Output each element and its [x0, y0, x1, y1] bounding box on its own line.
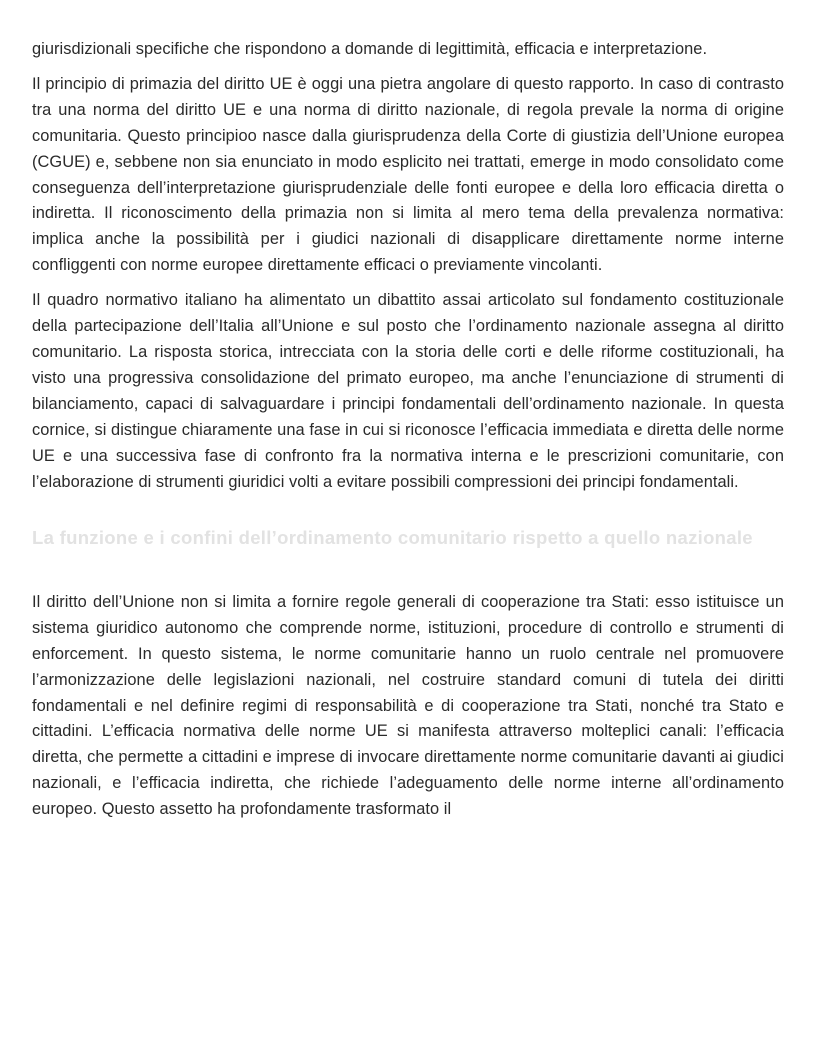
body-paragraph: Il principio di primazia del diritto UE è oggi una pietra angolare di questo rapporto. In caso di contrasto tra una norma del diritto UE e una norma di diritto nazionale, di regola prevale la norma di origine comunitaria. Questo principioo nasce dalla giurisprudenza della Corte di giustizia dell’Unione europea (CGUE) e, sebbene non sia enunciato in modo esplicito nei trattati, emerge in modo consolidato come conseguenza dell’interpretazione giurisprudenziale delle fonti europee e della loro efficacia diretta o indiretta. Il riconoscimento della primazia non si limita al mero tema della prevalenza normativa: implica anche la possibilità per i giudici nazionali di disapplicare direttamente norme interne confliggenti con norme europee direttamente efficaci o previamente vincolanti. [32, 74, 784, 275]
body-paragraph: Il quadro normativo italiano ha alimentato un dibattito assai articolato sul fondamento costituzionale della partecipazione dell’Italia all’Unione e sul posto che l’ordinamento nazionale assegna al diritto comunitario. La risposta storica, intrecciata con la storia delle corti e delle riforme costituzionali, ha visto una progressiva consolidazione del primato europeo, ma anche l’enunciazione di strumenti di bilanciamento, capaci di salvaguardare i principi fondamentali dell’ordinamento nazionale. In questa cornice, si distingue chiaramente una fase in cui si riconosce l’efficacia immediata e diretta delle norme UE e una successiva fase di confronto fra la normativa interna e le prescrizioni comunitarie, con l’elaborazione di strumenti giuridici volti a evitare possibili compressioni dei principi fondamentali. [32, 291, 784, 491]
body-paragraph: giurisdizionali specifiche che rispondono a domande di legittimità, efficacia e interpretazione. [32, 40, 708, 58]
body-paragraph: Il diritto dell’Unione non si limita a fornire regole generali di cooperazione tra Stati: esso istituisce un sistema giuridico autonomo che comprende norme, istituzioni, procedure di controllo e strumenti di enforcement. In questo sistema, le norme comunitarie hanno un ruolo centrale nel promuovere l’armonizzazione delle legislazioni nazionali, nel costruire standard comuni di tutela dei diritti fondamentali e nel definire regimi di responsabilità e di cooperazione tra Stati, nonché tra Stato e cittadini. L’efficacia normativa delle norme UE si manifesta attraverso molteplici canali: l’efficacia diretta, che permette a cittadini e imprese di invocare direttamente norme comunitarie davanti ai giudici nazionali, e l’efficacia indiretta, che richiede l’adeguamento delle norme interne all’ordinamento europeo. Questo assetto ha profondamente trasformato il [32, 592, 784, 819]
section-heading: La funzione e i confini dell’ordinamento comunitario rispetto a quello nazionale [32, 527, 753, 549]
document-page [32, 37, 784, 832]
